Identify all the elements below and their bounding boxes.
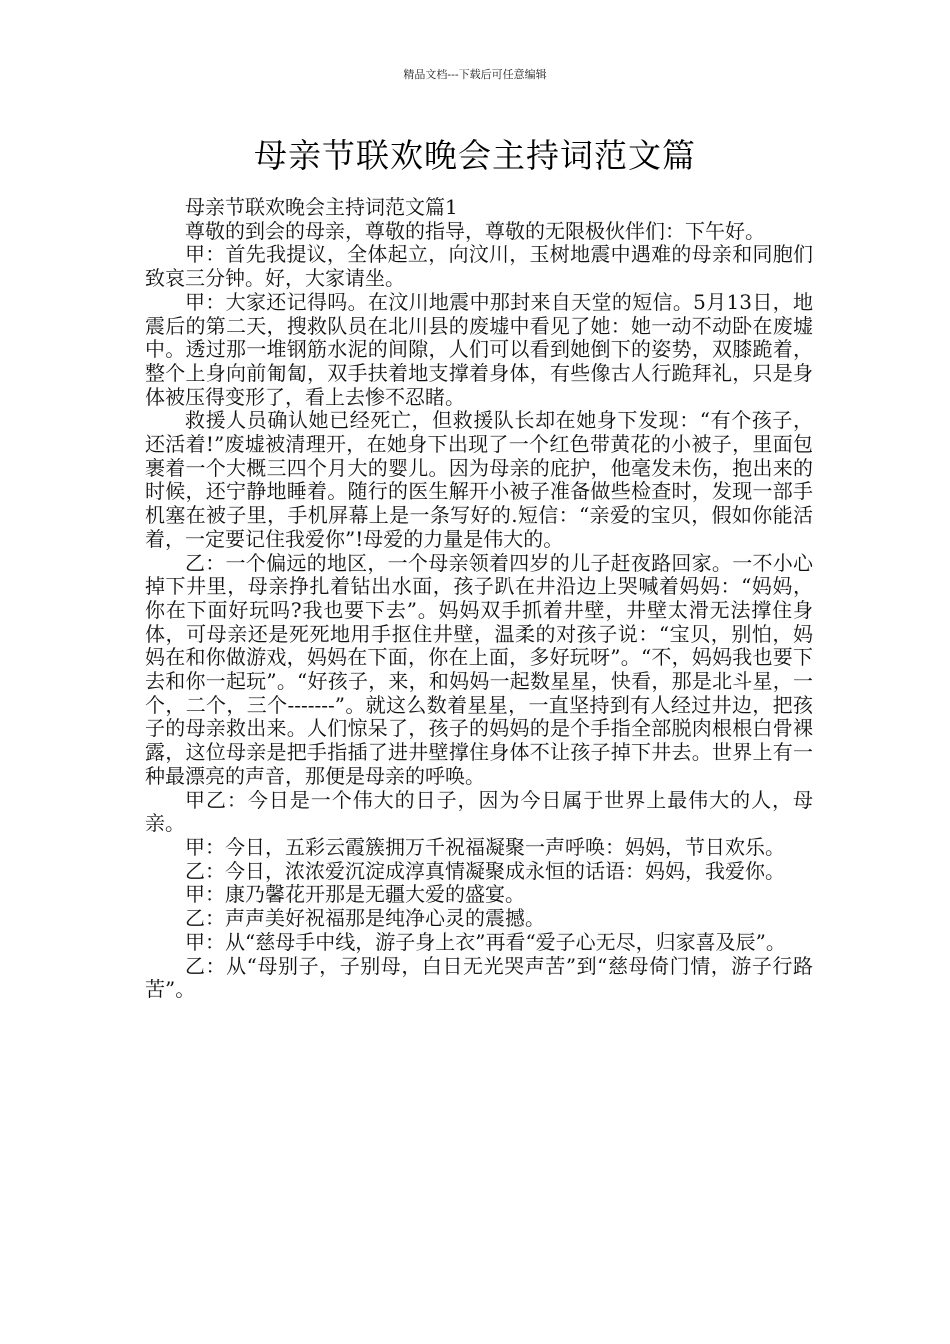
paragraph: 甲：康乃馨花开那是无疆大爱的盛宴。 bbox=[185, 882, 525, 907]
paragraph: 甲：大家还记得吗。在汶川地震中那封来自天堂的短信。5月13日，地震后的第二天，搜救队员在北川县的废墟中看见了她：她一动不动卧在废墟中。透过那一堆钢筋水泥的间隙，人们可以看到她倒下的姿势，双膝跪着，整个上身向前匍匐，双手扶着地支撑着身体，有些像古人行跪拜礼，只是身体被压得变形了，看上去惨不忍睹。 bbox=[145, 289, 813, 409]
document-title: 母亲节联欢晚会主持词范文篇 bbox=[254, 136, 696, 175]
paragraph-greeting: 尊敬的到会的母亲，尊敬的指导，尊敬的无限极伙伴们：下午好。 bbox=[185, 218, 765, 243]
section-heading: 母亲节联欢晚会主持词范文篇1 bbox=[185, 195, 458, 219]
paragraph: 甲：今日，五彩云霞簇拥万千祝福凝聚一声呼唤：妈妈，节日欢乐。 bbox=[185, 834, 785, 859]
document-body bbox=[145, 196, 813, 1002]
paragraph: 甲：从“慈母手中线，游子身上衣”再看“爱子心无尽，归家喜及辰”。 bbox=[185, 929, 786, 954]
paragraph: 乙：一个偏远的地区，一个母亲领着四岁的儿子赶夜路回家。一不小心掉下井里，母亲挣扎着钻出水面，孩子趴在井沿边上哭喊着妈妈：“妈妈，你在下面好玩吗?我也要下去”。妈妈双手抓着井壁，井壁太滑无法撑住身体，可母亲还是死死地用手抠住井壁，温柔的对孩子说：“宝贝，别怕，妈妈在和你做游戏，妈妈在下面，你在上面，多好玩呀”。“不，妈妈我也要下去和你一起玩”。“好孩子，来，和妈妈一起数星星，快看，那是北斗星，一个，二个，三个-------”。就这么数着星星，一直坚持到有人经过井边，把孩子的母亲救出来。人们惊呆了，孩子的妈妈的是个手指全部脱肉根根白骨裸露，这位母亲是把手指插了进井壁撑住身体不让孩子掉下井去。世界上有一种最漂亮的声音，那便是母亲的呼唤。 bbox=[145, 550, 813, 788]
paragraph: 乙：今日，浓浓爱沉淀成淳真情凝聚成永恒的话语：妈妈，我爱你。 bbox=[185, 858, 785, 883]
paragraph: 乙：从“母别子，子别母，白日无光哭声苦”到“慈母倚门情，游子行路苦”。 bbox=[145, 953, 813, 1002]
paragraph: 甲乙：今日是一个伟大的日子，因为今日属于世界上最伟大的人，母亲。 bbox=[145, 787, 813, 836]
paragraph: 甲：首先我提议，全体起立，向汶川，玉树地震中遇难的母亲和同胞们致哀三分钟。好，大家请坐。 bbox=[145, 242, 813, 291]
header-note: 精品文档---下载后可任意编辑 bbox=[403, 68, 547, 81]
paragraph: 乙：声声美好祝福那是纯净心灵的震撼。 bbox=[185, 906, 545, 931]
paragraph: 救援人员确认她已经死亡，但救援队长却在她身下发现：“有个孩子，还活着!”废墟被清理开，在她身下出现了一个红色带黄花的小被子，里面包裹着一个大概三四个月大的婴儿。因为母亲的庇护，他毫发未伤，抱出来的时候，还宁静地睡着。随行的医生解开小被子准备做些检查时，发现一部手机塞在被子里，手机屏幕上是一条写好的.短信：“亲爱的宝贝，假如你能活着，一定要记住我爱你”!母爱的力量是伟大的。 bbox=[145, 408, 813, 551]
